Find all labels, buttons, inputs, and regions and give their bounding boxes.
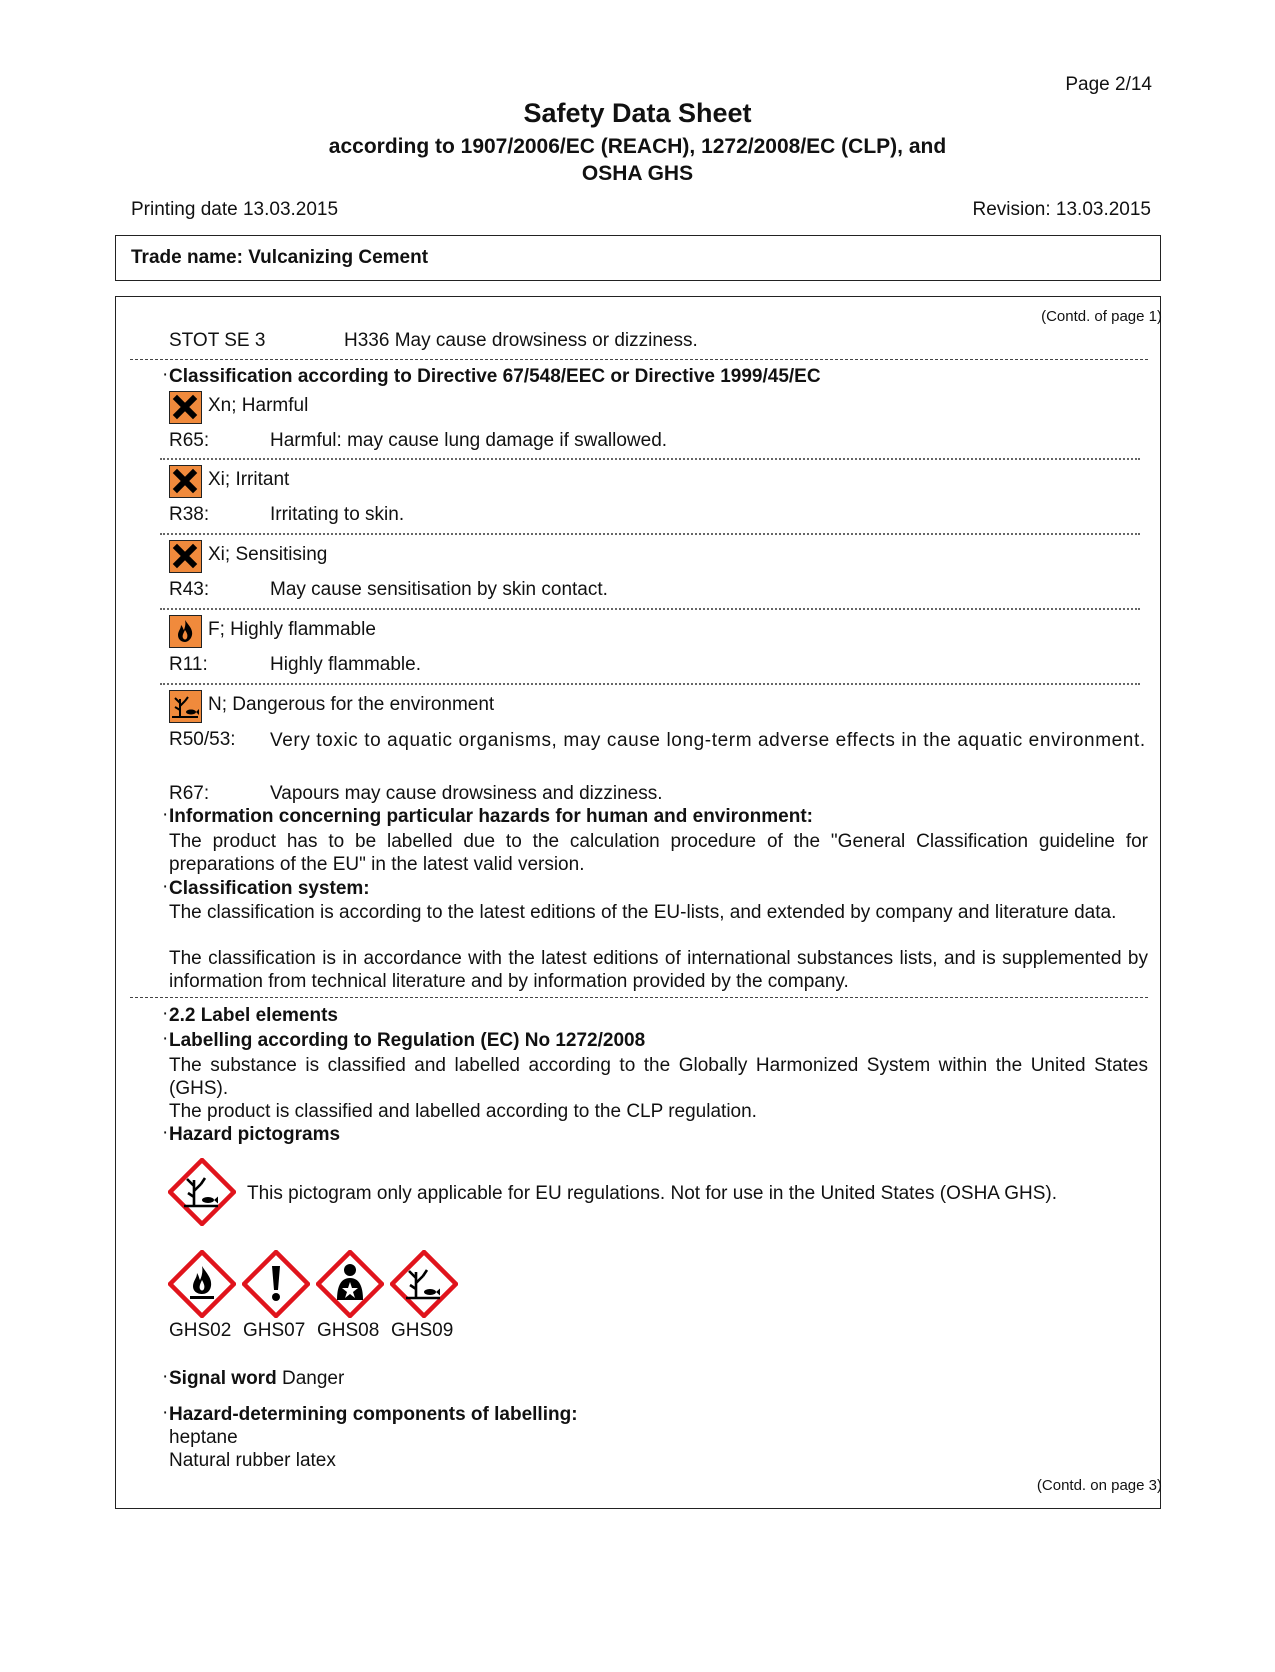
ghs-label: GHS02	[169, 1320, 232, 1341]
risk-phrase: Irritating to skin.	[270, 504, 405, 525]
cross-icon	[169, 465, 202, 498]
cross-icon	[169, 540, 202, 573]
bullet-dot: ·	[162, 364, 169, 385]
dead-tree-fish-icon	[169, 690, 202, 723]
risk-code: R65:	[169, 430, 210, 451]
continued-from-note: (Contd. of page 1)	[1041, 308, 1162, 325]
stot-statement: H336 May cause drowsiness or dizziness.	[344, 330, 698, 351]
bullet-dot: ·	[162, 1366, 169, 1387]
label-elements-heading: 2.2 Label elements	[169, 1005, 338, 1026]
section-divider	[130, 359, 1148, 360]
risk-phrase: Harmful: may cause lung damage if swallowed.	[270, 430, 668, 451]
classification-symbol: Xi; Sensitising	[208, 544, 328, 565]
labelling-text-1: The substance is classified and labelled according to the Globally Harmonized System within the United States (GHS).	[169, 1055, 1148, 1099]
subtitle-line-1: according to 1907/2006/EC (REACH), 1272/2008/EC (CLP), and	[328, 135, 947, 158]
bullet-dot: ·	[162, 1028, 169, 1049]
cross-icon	[169, 391, 202, 424]
subtitle-line-2: OSHA GHS	[581, 162, 694, 185]
signal-word-line	[169, 1368, 344, 1390]
environment-pictogram-icon	[168, 1158, 236, 1226]
ghs-label: GHS08	[317, 1320, 380, 1341]
component-item: Natural rubber latex	[169, 1450, 336, 1471]
bullet-dot: ·	[162, 876, 169, 897]
signal-word-value: Danger	[281, 1368, 345, 1389]
document-title: Safety Data Sheet	[523, 98, 752, 128]
bullet-dot: ·	[162, 1402, 169, 1423]
bullet-dot: ·	[162, 804, 169, 825]
directive-heading: Classification according to Directive 67/548/EEC or Directive 1999/45/EC	[169, 366, 821, 387]
risk-code: R43:	[169, 579, 210, 600]
hazard-pictograms-heading: Hazard pictograms	[169, 1124, 341, 1145]
trade-name-box	[115, 235, 1161, 281]
dotted-divider	[160, 683, 1140, 685]
risk-code: R38:	[169, 504, 210, 525]
flame-icon	[169, 615, 202, 648]
eu-only-note: This pictogram only applicable for EU regulations. Not for use in the United States (OSHA GHS).	[247, 1183, 1057, 1204]
stot-class: STOT SE 3	[169, 330, 266, 351]
risk-code: R11:	[169, 654, 208, 675]
classification-system-text-1: The classification is according to the latest editions of the EU-lists, and extended by company and literature data.	[169, 902, 1117, 923]
printing-date: Printing date 13.03.2015	[131, 199, 339, 220]
signal-word-label: Signal word	[169, 1368, 277, 1389]
bullet-dot: ·	[162, 1122, 169, 1143]
info-text: The product has to be labelled due to the calculation procedure of the "General Classification guideline for preparations of the EU" in the latest valid version.	[169, 831, 1148, 875]
classification-symbol: Xn; Harmful	[208, 395, 309, 416]
ghs02-flame-icon	[168, 1250, 236, 1318]
ghs-label: GHS09	[391, 1320, 454, 1341]
dotted-divider	[160, 458, 1140, 460]
classification-system-text-2: The classification is in accordance with the latest editions of international substances lists, and is supplemented by information from technical literature and by information provided by the company.	[169, 948, 1148, 992]
dotted-divider	[160, 608, 1140, 610]
bullet-dot: ·	[162, 1003, 169, 1024]
page-number: Page 2/14	[1065, 74, 1152, 95]
labelling-heading: Labelling according to Regulation (EC) No 1272/2008	[169, 1030, 646, 1051]
revision-date: Revision: 13.03.2015	[972, 199, 1151, 220]
ghs-label: GHS07	[243, 1320, 306, 1341]
ghs08-health-hazard-icon	[316, 1250, 384, 1318]
document-subtitle	[0, 133, 1275, 187]
info-heading: Information concerning particular hazards for human and environment:	[169, 806, 813, 827]
risk-phrase: Very toxic to aquatic organisms, may cause long-term adverse effects in the aquatic environment.	[270, 730, 1146, 751]
trade-name: Trade name: Vulcanizing Cement	[131, 247, 429, 268]
dotted-divider	[160, 533, 1140, 535]
classification-symbol: Xi; Irritant	[208, 469, 290, 490]
section-divider	[130, 997, 1148, 998]
continued-on-note: (Contd. on page 3)	[1036, 1477, 1162, 1494]
classification-symbol: N; Dangerous for the environment	[208, 694, 495, 715]
risk-code: R50/53:	[169, 729, 236, 750]
risk-phrase: May cause sensitisation by skin contact.	[270, 579, 608, 600]
components-heading: Hazard-determining components of labelling:	[169, 1404, 578, 1425]
risk-code: R67:	[169, 783, 210, 804]
classification-symbol: F; Highly flammable	[208, 619, 376, 640]
risk-phrase: Highly flammable.	[270, 654, 421, 675]
ghs07-exclamation-icon	[242, 1250, 310, 1318]
labelling-text-2: The product is classified and labelled according to the CLP regulation.	[169, 1101, 757, 1122]
component-item: heptane	[169, 1427, 238, 1448]
risk-phrase: Vapours may cause drowsiness and dizziness.	[270, 783, 663, 804]
classification-system-heading: Classification system:	[169, 878, 370, 899]
ghs09-environment-icon	[390, 1250, 458, 1318]
